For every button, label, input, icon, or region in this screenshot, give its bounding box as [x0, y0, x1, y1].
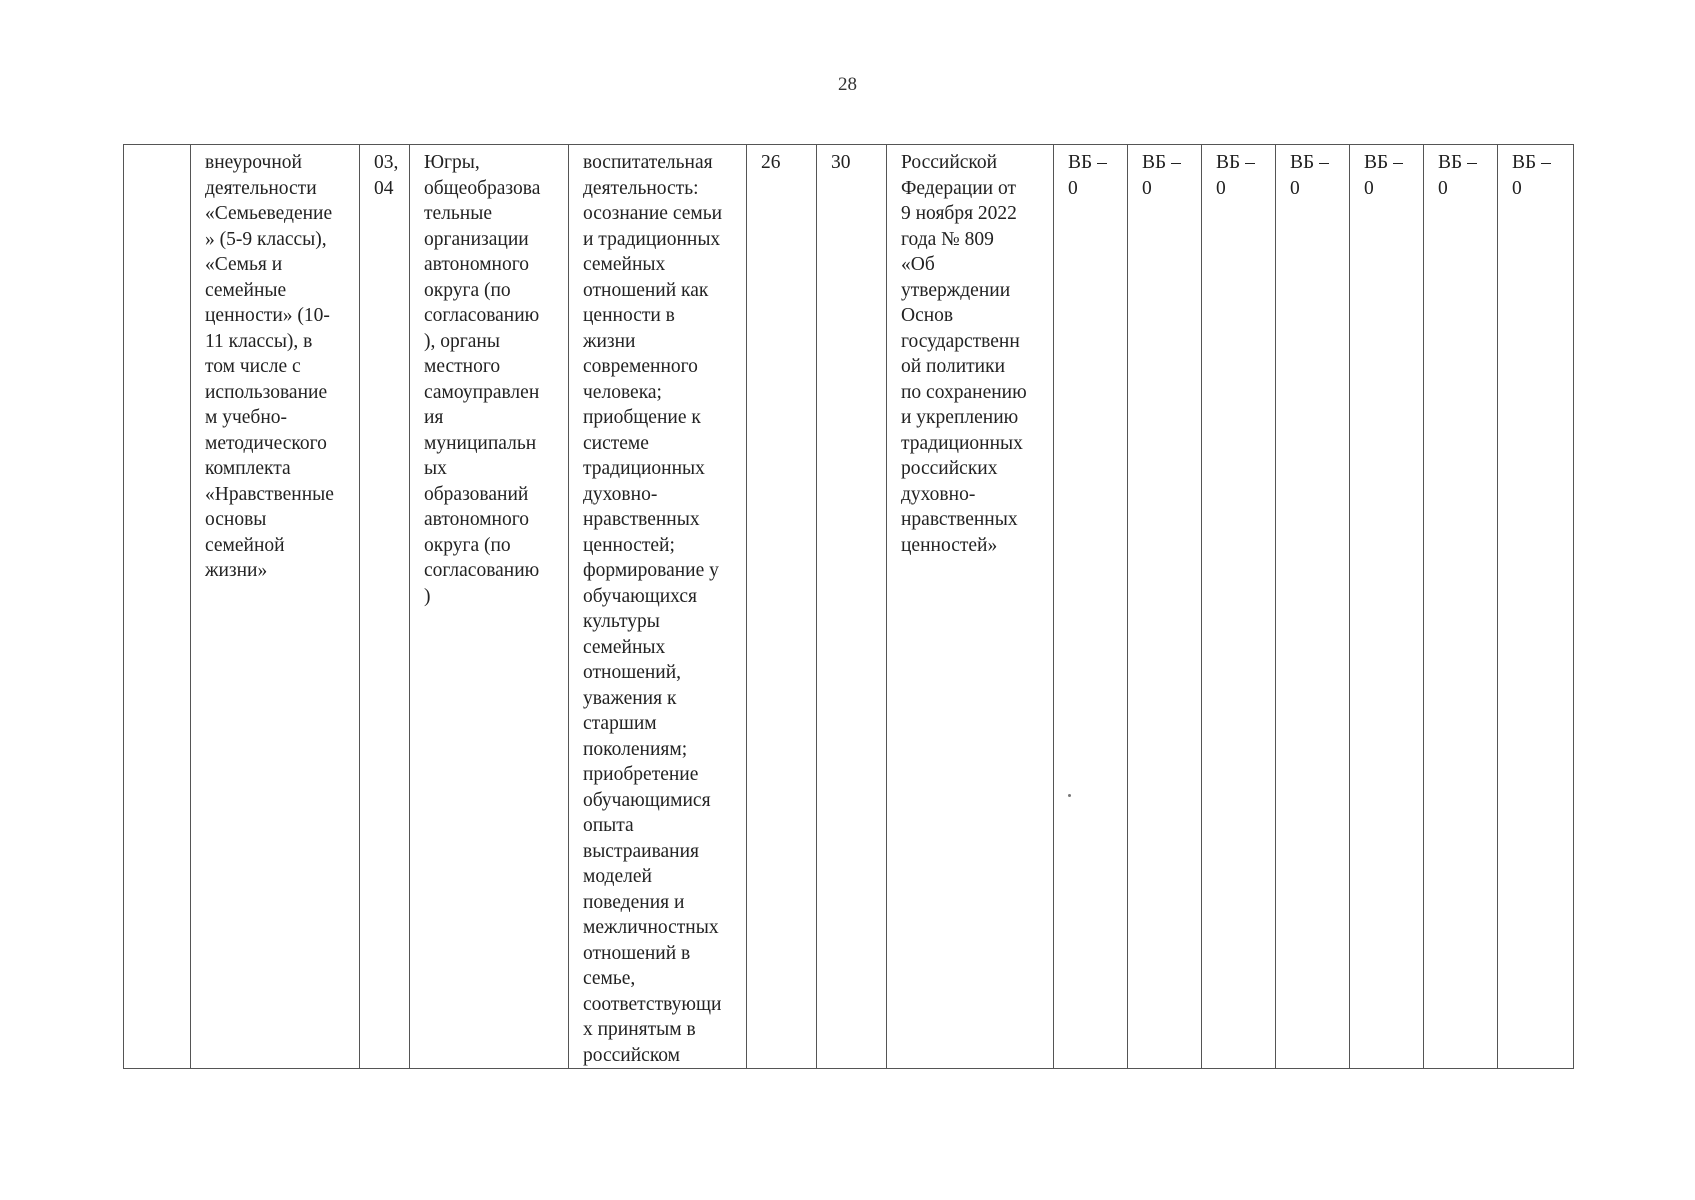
- cell-funding-6: ВБ – 0: [1424, 145, 1498, 1069]
- program-table: [123, 144, 1574, 1069]
- cell-funding-5: ВБ – 0: [1350, 145, 1424, 1069]
- cell-task-codes: 03, 04: [360, 145, 410, 1069]
- cell-funding-4: ВБ – 0: [1276, 145, 1350, 1069]
- table-row: [124, 145, 1574, 1069]
- cell-funding-7: ВБ – 0: [1498, 145, 1574, 1069]
- scan-speck: [1068, 794, 1071, 797]
- cell-activity-name: внеурочной деятельности «Семьеведение » (5-9 классы), «Семья и семейные ценности» (10- 11 классы), в том числе с использование м учебно- методического комплекта «Нравственные основы семейной жизни»: [191, 145, 360, 1069]
- cell-legal-basis: Российской Федерации от 9 ноября 2022 года № 809 «Об утверждении Основ государственн ой политики по сохранению и укреплению традиционных российских духовно- нравственных ценностей»: [887, 145, 1054, 1069]
- cell-description: воспитательная деятельность: осознание семьи и традиционных семейных отношений как ценности в жизни современного человека; приобщение к системе традиционных духовно- нравственных ценностей; формирование у обучающихся культуры семейных отношений, уважения к старшим поколениям; приобретение обучающимися опыта выстраивания моделей поведения и межличностных отношений в семье, соответствующи х принятым в российском: [569, 145, 747, 1069]
- cell-funding-3: ВБ – 0: [1202, 145, 1276, 1069]
- cell-number: [124, 145, 191, 1069]
- cell-funding-2: ВБ – 0: [1128, 145, 1202, 1069]
- cell-end-value: 30: [817, 145, 887, 1069]
- cell-start-value: 26: [747, 145, 817, 1069]
- page-number: 28: [838, 74, 857, 95]
- cell-responsible: Югры, общеобразова тельные организации автономного округа (по согласованию ), органы местного самоуправлен ия муниципальн ых образований автономного округа (по согласованию ): [410, 145, 569, 1069]
- cell-funding-1: ВБ – 0: [1054, 145, 1128, 1069]
